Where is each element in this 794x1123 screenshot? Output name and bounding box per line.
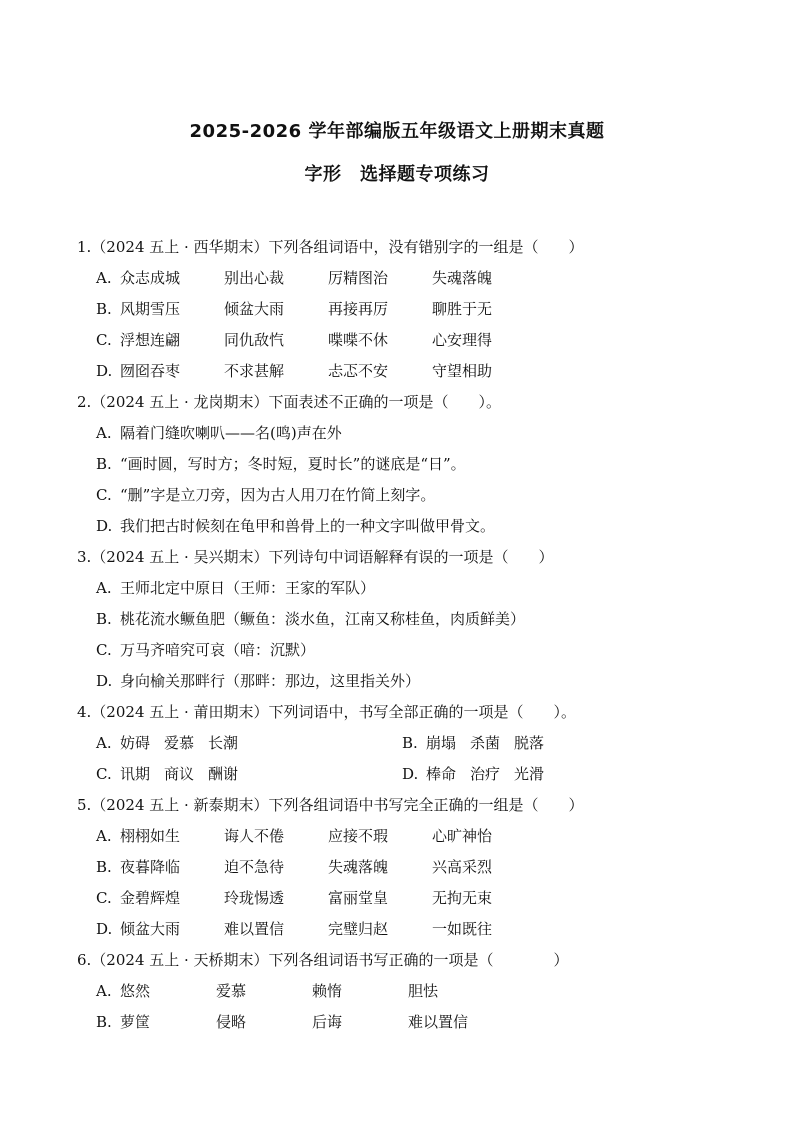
option-word: 爱慕 — [164, 734, 195, 752]
option-label: A. — [96, 734, 112, 752]
option-row — [77, 763, 757, 794]
option-word: 再接再厉 — [328, 300, 389, 318]
option-label: B. — [96, 858, 112, 876]
option-word: 心安理得 — [432, 331, 493, 349]
option-row — [77, 639, 757, 670]
option-row — [77, 670, 757, 701]
option-word: 应接不瑕 — [328, 827, 389, 845]
option-word: 治疗 — [470, 765, 501, 783]
option-word: 崩塌 — [426, 734, 457, 752]
option-word: 侵略 — [216, 1013, 247, 1031]
option-word: 金碧辉煌 — [120, 889, 181, 907]
option-label: A. — [96, 982, 112, 1000]
option-text: 桃花流水鳜鱼肥（鳜鱼：淡水鱼，江南又称桂鱼，肉质鲜美） — [120, 610, 526, 628]
option-label: B. — [96, 455, 112, 473]
option-label: C. — [96, 765, 112, 783]
option-label: C. — [96, 889, 112, 907]
question-stem: 4.（2024 五上 · 莆田期末）下列词语中，书写全部正确的一项是（ ）。 — [77, 703, 577, 721]
option-row — [77, 980, 757, 1011]
option-word: 迫不急待 — [224, 858, 285, 876]
option-word: 完璧归赵 — [328, 920, 389, 938]
option-row — [77, 515, 757, 546]
option-label: C. — [96, 641, 112, 659]
option-label: D. — [96, 362, 113, 380]
option-label: D. — [96, 920, 113, 938]
option-word: 后诲 — [312, 1013, 343, 1031]
option-label: D. — [402, 765, 419, 783]
option-word: 无拘无束 — [432, 889, 493, 907]
option-row — [77, 732, 757, 763]
option-word: 别出心裁 — [224, 269, 285, 287]
option-word: 胆怯 — [408, 982, 439, 1000]
question-stem: 5.（2024 五上 · 新泰期末）下列各组词语中书写完全正确的一组是（ ） — [77, 796, 584, 814]
option-label: B. — [96, 610, 112, 628]
question-stem: 6.（2024 五上 · 天桥期末）下列各组词语书写正确的一项是（ ） — [77, 951, 569, 969]
option-row — [77, 918, 757, 949]
option-word: 忐忑不安 — [328, 362, 389, 380]
option-word: 失魂落魄 — [432, 269, 493, 287]
option-row — [77, 577, 757, 608]
option-word: 浮想连翩 — [120, 331, 181, 349]
option-row — [77, 360, 757, 391]
option-word: 长潮 — [208, 734, 239, 752]
option-row — [77, 329, 757, 360]
option-word: 众志成城 — [120, 269, 181, 287]
option-word: 喋喋不休 — [328, 331, 389, 349]
option-word: 栩栩如生 — [120, 827, 181, 845]
option-label: A. — [96, 827, 112, 845]
option-row — [77, 856, 757, 887]
option-word: 失魂落魄 — [328, 858, 389, 876]
option-word: 囫囵吞枣 — [120, 362, 181, 380]
option-row — [77, 422, 757, 453]
option-word: 商议 — [164, 765, 195, 783]
option-word: 诲人不倦 — [224, 827, 285, 845]
document-title: 2025-2026 学年部编版五年级语文上册期末真题 — [189, 121, 605, 142]
option-label: A. — [96, 424, 112, 442]
option-word: 夜暮降临 — [120, 858, 181, 876]
option-word: 悠然 — [120, 982, 151, 1000]
option-label: B. — [96, 300, 112, 318]
option-half — [402, 732, 544, 754]
option-word: 心旷神怡 — [432, 827, 493, 845]
option-label: B. — [96, 1013, 112, 1031]
option-word: 赖惰 — [312, 982, 343, 1000]
option-half — [402, 763, 544, 785]
option-word: 难以置信 — [408, 1013, 469, 1031]
option-label: A. — [96, 579, 112, 597]
question-list — [77, 236, 757, 1042]
option-word: 光滑 — [514, 765, 545, 783]
option-word: 爱慕 — [216, 982, 247, 1000]
option-word: 难以置信 — [224, 920, 285, 938]
option-word: 风期雪压 — [120, 300, 181, 318]
question-stem: 3.（2024 五上 · 吴兴期末）下列诗句中词语解释有误的一项是（ ） — [77, 548, 554, 566]
option-label: B. — [402, 734, 418, 752]
option-row — [77, 825, 757, 856]
option-word: 玲珑惕透 — [224, 889, 285, 907]
option-word: 棒命 — [426, 765, 457, 783]
option-label: D. — [96, 672, 113, 690]
option-label: C. — [96, 486, 112, 504]
option-text: “画时圆，写时方；冬时短，夏时长”的谜底是“日”。 — [120, 455, 466, 473]
question-stem: 2.（2024 五上 · 龙岗期末）下面表述不正确的一项是（ ）。 — [77, 393, 502, 411]
option-text: 我们把古时候刻在龟甲和兽骨上的一种文字叫做甲骨文。 — [120, 517, 496, 535]
option-word: 酬谢 — [208, 765, 239, 783]
option-label: D. — [96, 517, 113, 535]
option-word: 聊胜于无 — [432, 300, 493, 318]
option-text: 王师北定中原日（王师：王家的军队） — [120, 579, 376, 597]
option-text: 隔着门缝吹喇叭——名(鸣)声在外 — [120, 424, 342, 442]
option-word: 倾盆大雨 — [224, 300, 285, 318]
option-word: 兴高采烈 — [432, 858, 493, 876]
option-word: 讯期 — [120, 765, 151, 783]
option-word: 守望相助 — [432, 362, 493, 380]
option-text: 身向榆关那畔行（那畔：那边，这里指关外） — [120, 672, 421, 690]
option-word: 倾盆大雨 — [120, 920, 181, 938]
option-word: 不求甚解 — [224, 362, 285, 380]
option-row — [77, 1011, 757, 1042]
option-word: 富丽堂皇 — [328, 889, 389, 907]
question-stem: 1.（2024 五上 · 西华期末）下列各组词语中，没有错别字的一组是（ ） — [77, 238, 584, 256]
option-word: 一如既往 — [432, 920, 493, 938]
option-text: 万马齐喑究可哀（喑：沉默） — [120, 641, 316, 659]
option-row — [77, 887, 757, 918]
option-row — [77, 267, 757, 298]
option-word: 妨碍 — [120, 734, 151, 752]
option-word: 厉精图治 — [328, 269, 389, 287]
option-row — [77, 484, 757, 515]
option-word: 杀菌 — [470, 734, 501, 752]
option-text: “删”字是立刀旁，因为古人用刀在竹简上刻字。 — [120, 486, 436, 504]
option-label: A. — [96, 269, 112, 287]
option-word: 脱落 — [514, 734, 545, 752]
option-row — [77, 298, 757, 329]
option-label: C. — [96, 331, 112, 349]
document-subtitle: 字形 选择题专项练习 — [304, 164, 490, 185]
option-row — [77, 453, 757, 484]
option-row — [77, 608, 757, 639]
option-word: 萝筐 — [120, 1013, 151, 1031]
option-word: 同仇敌忾 — [224, 331, 285, 349]
